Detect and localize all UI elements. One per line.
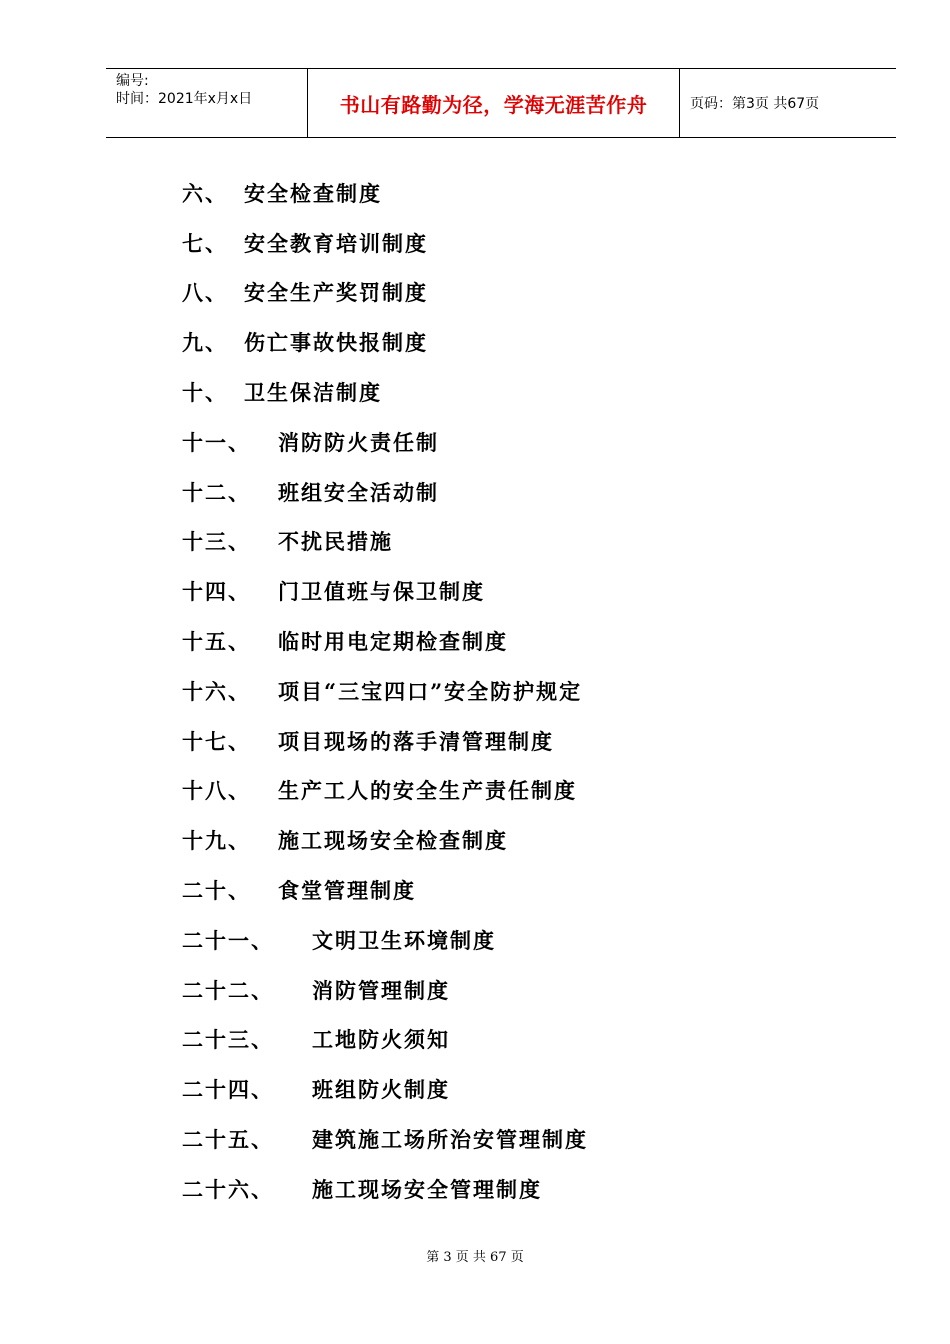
motto-text: 书山有路勤为径，学海无涯苦作舟 <box>339 92 648 117</box>
toc-item <box>182 1015 862 1065</box>
toc-title: 消防管理制度 <box>312 977 450 1003</box>
toc-number: 六、 <box>182 180 228 206</box>
toc-number: 七、 <box>182 230 228 256</box>
toc-number: 十三、 <box>182 529 251 555</box>
toc-item <box>182 417 862 467</box>
toc-title: 班组安全活动制 <box>278 479 439 505</box>
toc-item <box>182 716 862 766</box>
toc-number: 十五、 <box>182 629 251 655</box>
toc-item <box>182 865 862 915</box>
toc-number: 二十一、 <box>182 927 274 953</box>
toc-item <box>182 566 862 616</box>
toc-number: 九、 <box>182 330 228 356</box>
toc-title: 卫生保洁制度 <box>244 380 382 406</box>
toc-item <box>182 965 862 1015</box>
toc-number: 二十二、 <box>182 977 274 1003</box>
toc-number: 十二、 <box>182 479 251 505</box>
toc-title: 项目现场的落手清管理制度 <box>278 728 554 754</box>
header-page-info <box>680 69 896 137</box>
toc-title: 安全生产奖罚制度 <box>244 280 428 306</box>
toc-item <box>182 168 862 218</box>
toc-title: 不扰民措施 <box>278 529 393 555</box>
toc-item <box>182 1164 862 1214</box>
toc-number: 二十三、 <box>182 1027 274 1053</box>
toc-number: 十八、 <box>182 778 251 804</box>
toc-title: 文明卫生环境制度 <box>312 927 496 953</box>
toc-title: 施工现场安全管理制度 <box>312 1176 542 1202</box>
toc-title: 食堂管理制度 <box>278 878 416 904</box>
page-footer <box>0 1246 950 1265</box>
toc-number: 二十、 <box>182 878 251 904</box>
toc-number: 十四、 <box>182 579 251 605</box>
toc-item <box>182 1064 862 1114</box>
toc-number: 十、 <box>182 380 228 406</box>
toc-title: 工地防火须知 <box>312 1027 450 1053</box>
toc-title: 建筑施工场所治安管理制度 <box>312 1127 588 1153</box>
toc-title: 安全教育培训制度 <box>244 230 428 256</box>
toc-number: 十九、 <box>182 828 251 854</box>
toc-item <box>182 766 862 816</box>
header-motto-cell <box>308 69 680 137</box>
toc-title: 消防防火责任制 <box>278 429 439 455</box>
toc-title: 临时用电定期检查制度 <box>278 629 508 655</box>
toc-number: 十六、 <box>182 678 251 704</box>
toc-number: 十一、 <box>182 429 251 455</box>
table-of-contents <box>182 168 862 1214</box>
page-header <box>106 68 896 138</box>
toc-number: 八、 <box>182 280 228 306</box>
toc-title: 生产工人的安全生产责任制度 <box>278 778 577 804</box>
header-meta <box>106 69 308 137</box>
page-info-text: 页码：第3页 共67页 <box>690 96 820 112</box>
toc-title: 施工现场安全检查制度 <box>278 828 508 854</box>
toc-title: 班组防火制度 <box>312 1077 450 1103</box>
toc-title: 项目“三宝四口”安全防护规定 <box>278 678 583 704</box>
time-label: 时间：2021年x月x日 <box>116 91 253 107</box>
toc-item <box>182 218 862 268</box>
toc-title: 伤亡事故快报制度 <box>244 330 428 356</box>
toc-item <box>182 268 862 318</box>
toc-item <box>182 815 862 865</box>
toc-item <box>182 1114 862 1164</box>
toc-number: 二十五、 <box>182 1127 274 1153</box>
toc-item <box>182 317 862 367</box>
toc-item <box>182 517 862 567</box>
footer-page-number: 第 3 页 共 67 页 <box>426 1250 524 1265</box>
toc-title: 安全检查制度 <box>244 180 382 206</box>
toc-title: 门卫值班与保卫制度 <box>278 579 485 605</box>
toc-item <box>182 367 862 417</box>
toc-number: 二十六、 <box>182 1176 274 1202</box>
toc-number: 十七、 <box>182 728 251 754</box>
toc-item <box>182 467 862 517</box>
toc-number: 二十四、 <box>182 1077 274 1103</box>
toc-item <box>182 915 862 965</box>
number-label: 编号: <box>116 73 149 89</box>
toc-item <box>182 666 862 716</box>
toc-item <box>182 616 862 666</box>
